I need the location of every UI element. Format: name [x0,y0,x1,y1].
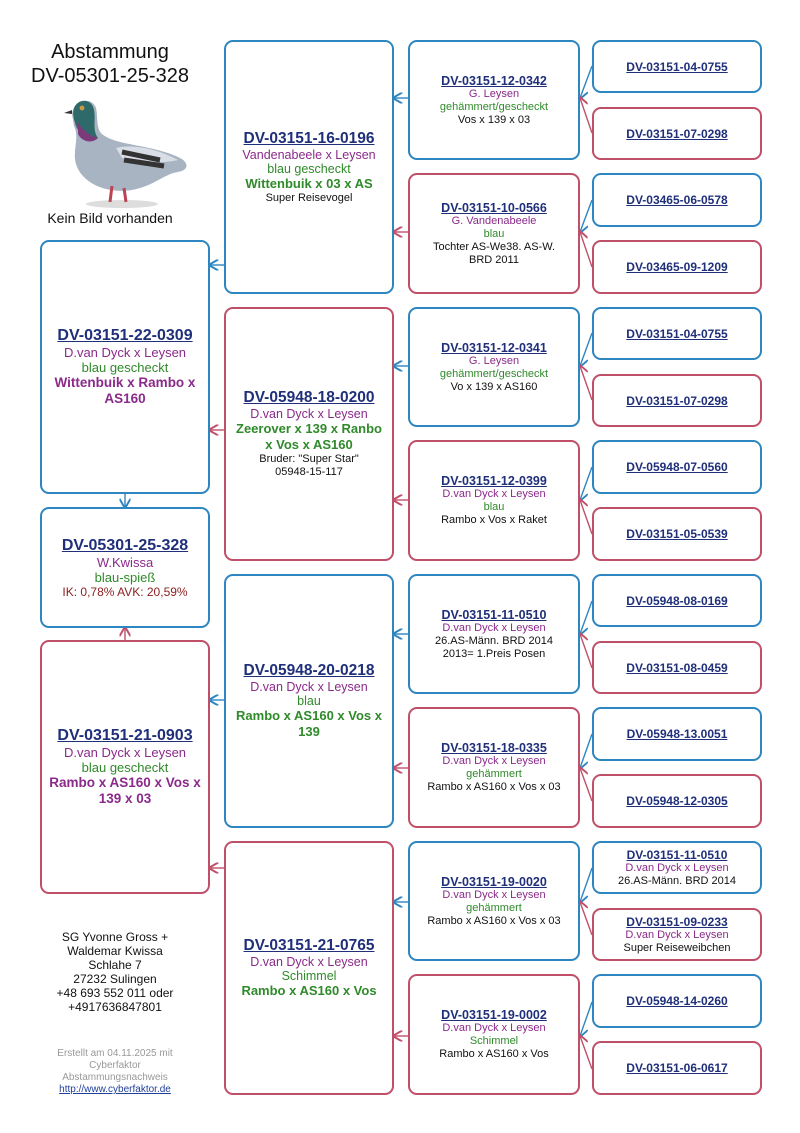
mf-breeder: D.van Dyck x Leysen [250,680,368,694]
mother-ring[interactable]: DV-03151-21-0903 [57,727,193,744]
mff-note2: 2013= 1.Preis Posen [442,647,546,660]
g4-note-14: Super Reiseweibchen [623,941,731,954]
mfm-card[interactable] [408,707,580,828]
g4-ring-4[interactable]: DV-03465-09-1209 [626,260,728,274]
mmf-ring[interactable]: DV-03151-19-0020 [441,874,547,889]
mff-breeder: D.van Dyck x Leysen [442,621,546,634]
fmf-card[interactable] [408,307,580,427]
mmm-note: Rambo x AS160 x Vos [439,1048,549,1060]
created-line-3: Abstammungsnachweis [62,1072,168,1083]
g4-ring-2[interactable]: DV-03151-07-0298 [626,126,728,141]
owner-line-1: SG Yvonne Gross + [61,930,169,944]
fmf-color: gehämmert/gescheckt [439,367,549,380]
ff-color: blau gescheckt [267,161,351,176]
mm-card[interactable] [224,841,394,1095]
mf-ring[interactable]: DV-05948-20-0218 [243,662,375,679]
g4-ring-12[interactable]: DV-05948-12-0305 [626,794,728,808]
mmm-ring[interactable]: DV-03151-19-0002 [441,1008,547,1022]
owner-line-5: +48 693 552 011 oder [56,986,174,1000]
mother-breeder: D.van Dyck x Leysen [63,745,187,760]
subject-inbreeding: IK: 0,78% AVK: 20,59% [62,584,188,599]
g4-card-3[interactable] [592,173,762,227]
mmm-color: Schimmel [469,1035,519,1047]
g4-breeder-14: D.van Dyck x Leysen [625,929,729,941]
created-line-1: Erstellt am 04.11.2025 mit [57,1048,173,1059]
mmf-breeder: D.van Dyck x Leysen [442,888,546,901]
g4-card-13[interactable] [592,841,762,894]
g4-ring-5[interactable]: DV-03151-04-0755 [626,326,728,341]
fff-card[interactable] [408,40,580,160]
g4-card-16[interactable] [592,1041,762,1095]
g4-ring-10[interactable]: DV-03151-08-0459 [626,660,728,675]
fff-ring[interactable]: DV-03151-12-0342 [441,73,547,88]
g4-card-5[interactable] [592,307,762,360]
owner-address [30,930,200,1014]
ff-breeder: Vandenabeele x Leysen [242,147,376,162]
g4-ring-9[interactable]: DV-05948-08-0169 [626,593,728,608]
subject-ring[interactable]: DV-05301-25-328 [61,536,189,554]
fm-ring[interactable]: DV-05948-18-0200 [243,389,375,406]
mfm-note: Rambo x AS160 x Vos x 03 [427,781,561,793]
fmm-card[interactable] [408,440,580,561]
mf-card[interactable] [224,574,394,828]
g4-card-9[interactable] [592,574,762,627]
g4-note-13: 26.AS-Männ. BRD 2014 [617,874,736,887]
fmm-ring[interactable]: DV-03151-12-0399 [441,474,547,488]
g4-card-15[interactable] [592,974,762,1028]
fmm-breeder: D.van Dyck x Leysen [442,488,546,500]
page-title [20,40,200,88]
cyberfaktor-link[interactable]: http://www.cyberfaktor.de [59,1084,171,1095]
ffm-card[interactable] [408,173,580,294]
mfm-ring[interactable]: DV-03151-18-0335 [441,741,547,755]
mfm-color: gehämmert [466,768,522,780]
mf-lineage: Rambo x AS160 x Vos x 139 [236,708,382,739]
mm-ring[interactable]: DV-03151-21-0765 [243,937,375,954]
mm-breeder: D.van Dyck x Leysen [250,955,368,969]
mm-lineage: Rambo x AS160 x Vos [241,983,377,998]
mmf-color: gehämmert [466,901,522,914]
mfm-breeder: D.van Dyck x Leysen [442,755,546,767]
father-ring[interactable]: DV-03151-22-0309 [57,327,193,344]
ffm-breeder: G. Vandenabeele [451,214,537,227]
ffm-ring[interactable]: DV-03151-10-0566 [441,200,547,215]
fm-breeder: D.van Dyck x Leysen [250,407,368,421]
mm-color: Schimmel [281,969,337,983]
subject-card[interactable] [40,507,210,628]
fm-card[interactable] [224,307,394,561]
g4-ring-15[interactable]: DV-05948-14-0260 [626,994,728,1008]
ff-ring[interactable]: DV-03151-16-0196 [243,129,375,147]
g4-breeder-13: D.van Dyck x Leysen [625,862,729,874]
pigeon-image [52,86,192,212]
fmf-note: Vo x 139 x AS160 [450,380,538,393]
fff-color: gehämmert/gescheckt [439,100,549,113]
created-note [30,1048,200,1096]
mother-card[interactable] [40,640,210,894]
g4-card-10[interactable] [592,641,762,694]
fm-note1: Bruder: "Super Star" [259,453,359,465]
mother-color: blau gescheckt [81,760,169,775]
mmf-card[interactable] [408,841,580,961]
g4-ring-13[interactable]: DV-03151-11-0510 [626,848,728,862]
g4-card-4[interactable] [592,240,762,294]
father-breeder: D.van Dyck x Leysen [63,345,187,360]
g4-card-12[interactable] [592,774,762,828]
g4-ring-6[interactable]: DV-03151-07-0298 [626,393,728,408]
mff-ring[interactable]: DV-03151-11-0510 [441,607,547,622]
no-picture-caption: Kein Bild vorhanden [47,210,173,226]
ffm-note2: BRD 2011 [469,253,519,266]
fmf-breeder: G. Leysen [468,354,520,367]
owner-line-6: +4917636847801 [68,1000,162,1014]
g4-card-6[interactable] [592,374,762,427]
fm-lineage: Zeerover x 139 x Ranbo x Vos x AS160 [236,421,382,452]
title-ring-number: DV-05301-25-328 [31,65,189,87]
g4-ring-8[interactable]: DV-03151-05-0539 [626,527,728,541]
g4-ring-14[interactable]: DV-03151-09-0233 [626,915,728,929]
fmf-ring[interactable]: DV-03151-12-0341 [441,340,547,355]
g4-ring-7[interactable]: DV-05948-07-0560 [626,460,728,474]
fmm-color: blau [483,501,505,513]
ff-note: Super Reisevogel [265,191,353,204]
created-line-2: Cyberfaktor [89,1060,141,1071]
fm-note2: 05948-15-117 [275,466,343,478]
title-heading: Abstammung [51,41,169,63]
subject-breeder: W.Kwissa [96,554,154,570]
fff-note: Vos x 139 x 03 [457,113,531,126]
owner-line-2: Waldemar Kwissa [67,944,163,958]
mmm-breeder: D.van Dyck x Leysen [442,1022,546,1034]
g4-card-7[interactable] [592,440,762,494]
father-lineage: Wittenbuik x Rambo x AS160 [54,375,196,406]
ff-lineage: Wittenbuik x 03 x AS [245,175,373,191]
g4-ring-16[interactable]: DV-03151-06-0617 [626,1061,728,1075]
father-color: blau gescheckt [81,360,169,375]
g4-ring-3[interactable]: DV-03465-06-0578 [626,193,728,207]
g4-card-8[interactable] [592,507,762,561]
g4-card-1[interactable] [592,40,762,93]
fff-breeder: G. Leysen [468,87,520,100]
mff-note1: 26.AS-Männ. BRD 2014 [434,634,553,647]
mmm-card[interactable] [408,974,580,1095]
subject-color: blau-spieß [94,569,156,585]
mff-card[interactable] [408,574,580,694]
ff-card[interactable] [224,40,394,294]
mf-color: blau [297,694,321,708]
g4-card-14[interactable] [592,908,762,961]
fmm-note: Rambo x Vos x Raket [441,514,547,526]
owner-line-4: 27232 Sulingen [73,972,157,986]
owner-line-3: Schlahe 7 [88,958,142,972]
g4-card-11[interactable] [592,707,762,761]
father-card[interactable] [40,240,210,494]
ffm-color: blau [483,227,505,240]
g4-card-2[interactable] [592,107,762,160]
g4-ring-1[interactable]: DV-03151-04-0755 [626,59,728,74]
mother-lineage: Rambo x AS160 x Vos x 139 x 03 [49,775,201,806]
mmf-note: Rambo x AS160 x Vos x 03 [427,914,561,927]
g4-ring-11[interactable]: DV-05948-13.0051 [626,727,728,741]
ffm-note1: Tochter AS-We38. AS-W. [432,240,556,253]
